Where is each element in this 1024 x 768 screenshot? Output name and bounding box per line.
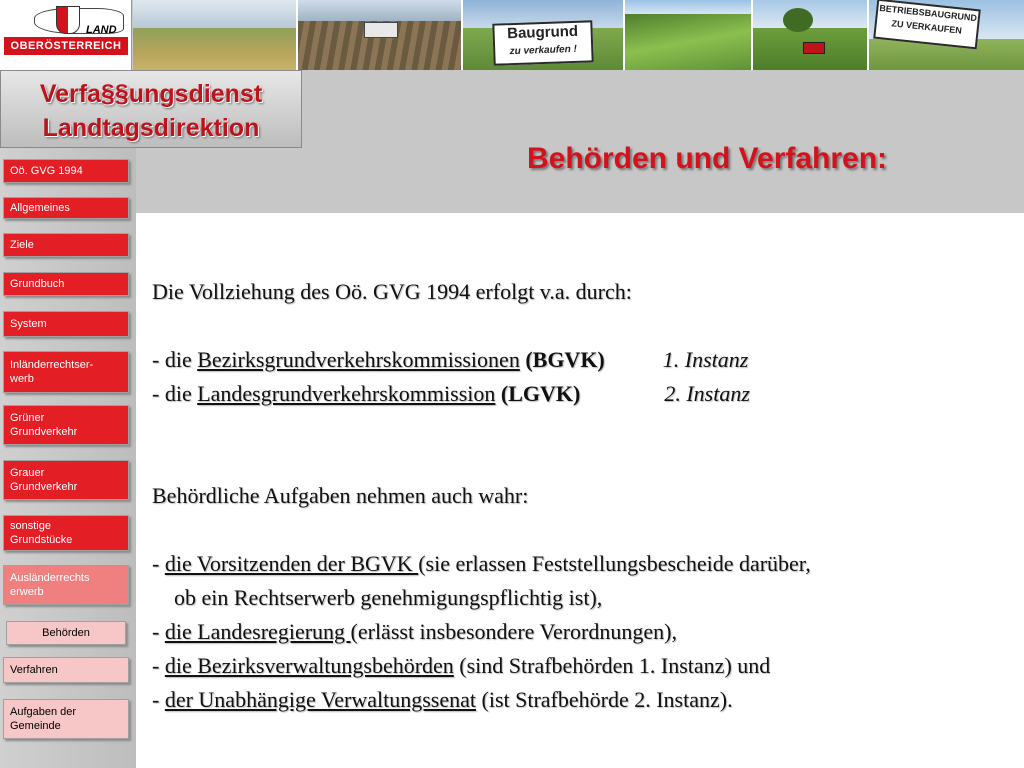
authority-bgvk-link[interactable]: Bezirksgrundverkehrskommissionen bbox=[197, 347, 520, 372]
task-prefix: - bbox=[152, 619, 165, 644]
task-landesregierung-link[interactable]: die Landesregierung bbox=[164, 619, 351, 644]
logo-state-text: OBERÖSTERREICH bbox=[10, 40, 122, 52]
authority-prefix: - die bbox=[152, 381, 198, 406]
task-bezirksverwaltungsbehoerden bbox=[152, 649, 1012, 683]
photo-tractor-field bbox=[298, 0, 463, 70]
sidebar-item-allgemeines[interactable]: Allgemeines bbox=[3, 197, 129, 219]
task-landesregierung bbox=[152, 615, 1012, 649]
authority-lgvk-link[interactable]: Landesgrundverkehrskommission bbox=[197, 381, 496, 406]
task-prefix: - bbox=[152, 551, 165, 576]
sidebar-item-sonstige-grundstuecke[interactable]: sonstige Grundstücke bbox=[3, 515, 129, 551]
logo-state-bar bbox=[4, 37, 128, 55]
betriebsbaugrund-sign-line2: ZU VERKAUFEN bbox=[891, 18, 963, 36]
main-content bbox=[152, 275, 1012, 717]
task-uvs-link[interactable]: der Unabhängige Verwaltungssenat bbox=[164, 687, 476, 712]
sidebar-item-grundbuch[interactable]: Grundbuch bbox=[3, 272, 129, 296]
baugrund-sign-line2: zu verkaufen ! bbox=[509, 43, 578, 58]
task-vorsitzende-continuation: ob ein Rechtserwerb genehmigungspflichtig ist), bbox=[174, 585, 603, 610]
tasks-heading: Behördliche Aufgaben nehmen auch wahr: bbox=[152, 483, 529, 508]
sidebar-item-auslaenderrechtserwerb[interactable]: Ausländerrechts erwerb bbox=[3, 565, 129, 605]
task-bezirksverwaltungsbehoerden-text: (sind Strafbehörden 1. Instanz) und bbox=[453, 653, 771, 678]
department-title-line2: Landtagsdirektion bbox=[42, 114, 260, 142]
coat-of-arms-icon bbox=[56, 6, 80, 34]
header-banner bbox=[0, 0, 1024, 70]
authority-prefix: - die bbox=[152, 347, 198, 372]
intro-text: Die Vollziehung des Oö. GVG 1994 erfolgt v.a. durch: bbox=[152, 279, 632, 304]
department-title-line1: Verfa§§ungsdienst bbox=[39, 80, 263, 108]
task-vorsitzende-link[interactable]: die Vorsitzenden der BGVK bbox=[164, 551, 419, 576]
sidebar-item-inlaenderrechtserwerb[interactable]: Inländerrechtser- werb bbox=[3, 351, 129, 393]
authority-lgvk-abbr: (LGVK) bbox=[495, 381, 581, 406]
sidebar-item-grauer-grundverkehr[interactable]: Grauer Grundverkehr bbox=[3, 460, 129, 500]
task-vorsitzende-text: (sie erlassen Feststellungsbescheide darüber, bbox=[418, 551, 811, 576]
sidebar-item-gruener-grundverkehr[interactable]: Grüner Grundverkehr bbox=[3, 405, 129, 445]
sidebar-item-behoerden[interactable]: Behörden bbox=[6, 621, 126, 645]
photo-betriebsbaugrund-sign bbox=[869, 0, 1024, 70]
sidebar-item-oo-gvg-1994[interactable]: Oö. GVG 1994 bbox=[3, 159, 129, 183]
photo-green-hills bbox=[625, 0, 753, 70]
task-prefix: - bbox=[152, 687, 165, 712]
photo-tractor-meadow bbox=[753, 0, 869, 70]
tractor-icon bbox=[364, 22, 398, 38]
state-logo bbox=[0, 0, 132, 70]
tractor-icon bbox=[803, 42, 825, 54]
task-uvs-text: (ist Strafbehörde 2. Instanz). bbox=[476, 687, 733, 712]
photo-baugrund-sign bbox=[463, 0, 625, 70]
sidebar-item-verfahren[interactable]: Verfahren bbox=[3, 657, 129, 683]
baugrund-sign bbox=[492, 20, 593, 65]
task-uvs bbox=[152, 683, 1012, 717]
task-bezirksverwaltungsbehoerden-link[interactable]: die Bezirksverwaltungsbehörden bbox=[164, 653, 454, 678]
logo-land-text: LAND bbox=[86, 24, 117, 36]
task-prefix: - bbox=[152, 653, 165, 678]
tree-icon bbox=[783, 8, 813, 32]
betriebsbaugrund-sign-line1: BETRIEBSBAUGRUND bbox=[878, 2, 978, 24]
task-landesregierung-text: (erlässt insbesondere Verordnungen), bbox=[350, 619, 677, 644]
photo-landscape-field bbox=[133, 0, 298, 70]
sidebar-item-ziele[interactable]: Ziele bbox=[3, 233, 129, 257]
baugrund-sign-line1: Baugrund bbox=[506, 22, 579, 43]
authority-bgvk bbox=[152, 343, 1012, 377]
authority-lgvk-instance: 2. Instanz bbox=[664, 381, 750, 406]
department-title bbox=[0, 70, 302, 148]
authority-bgvk-abbr: (BGVK) bbox=[519, 347, 605, 372]
sidebar-item-aufgaben-der-gemeinde[interactable]: Aufgaben der Gemeinde bbox=[3, 699, 129, 739]
sidebar-item-system[interactable]: System bbox=[3, 311, 129, 337]
authority-lgvk bbox=[152, 377, 1012, 411]
page-title: Behörden und Verfahren: bbox=[527, 142, 888, 175]
authority-bgvk-instance: 1. Instanz bbox=[662, 347, 749, 372]
task-vorsitzende bbox=[152, 547, 1012, 581]
